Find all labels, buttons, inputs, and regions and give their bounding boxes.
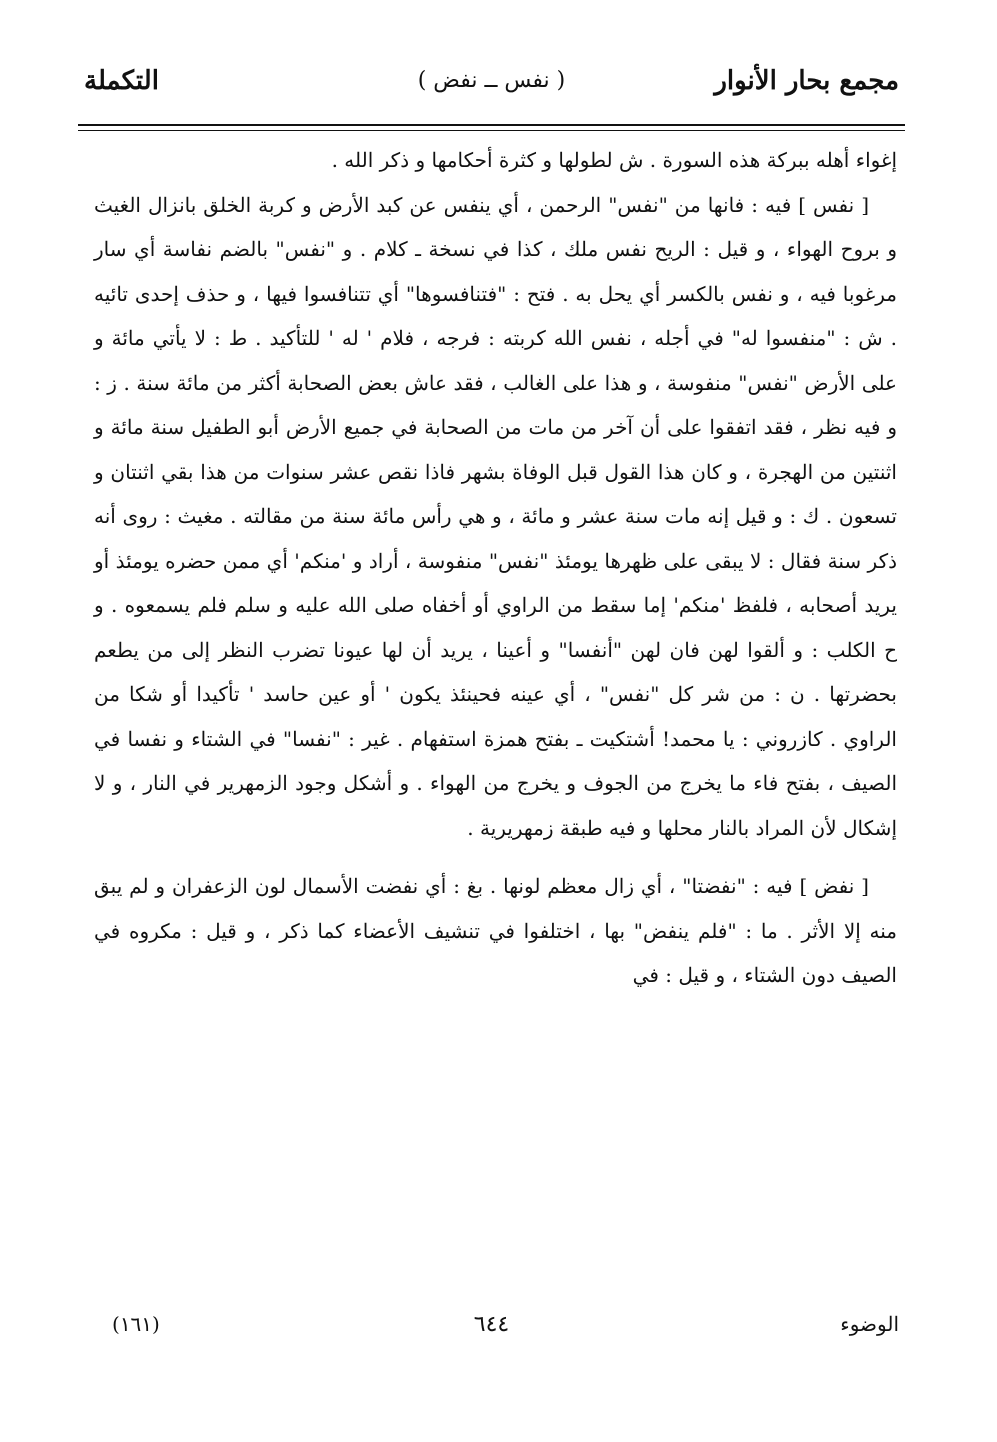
header-rule-thick (78, 124, 905, 126)
header-rule-thin (78, 130, 905, 131)
page-footer (84, 1312, 899, 1352)
entry-nafs: [ نفس ] فيه : فانها من "نفس" الرحمن ، أي ينفس عن كبد الأرض و كربة الخلق بانزال الغيث و بروح الهواء ، و قيل : الريح نفس ملك ، كذا في نسخة ـ كلام . و "نفس" بالضم نفاسة أي سار مرغوبا فيه ، و نفس بالكسر أي يحل به . فتح : "فتنافسوها" أي تتنافسوا فيها ، و حذف إحدى تائيه . ش : "منفسوا له" في أجله ، نفس الله كربته : فرجه ، فلام ' له ' للتأكيد . ط : لا يأتي مائة و على الأرض "نفس" منفوسة ، و هذا على الغالب ، فقد عاش بعض الصحابة أكثر من مائة سنة . ز : و فيه نظر ، فقد اتفقوا على أن آخر من مات من الصحابة في جميع الأرض أبو الطفيل سنة مائة و اثنتين من الهجرة ، و كان هذا القول قبل الوفاة بشهر فاذا نقص عشر سنوات من هذا بقي اثنتان و تسعون . ك : و قيل إنه مات سنة عشر و مائة ، و هي رأس مائة سنة من مقالته . مغيث : روى أنه ذكر سنة فقال : لا يبقى على ظهرها يومئذ "نفس" منفوسة ، أراد و 'منكم' أي ممن حضره يومئذ أو يريد أصحابه ، فلفظ 'منكم' إما سقط من الراوي أو أخفاه صلى الله عليه و سلم فلم يسمعوه . و ح الكلب : و ألقوا لهن فان لهن "أنفسا" و أعينا ، يريد أن لها عيونا تضرب النظر إلى من يطعم بحضرتها . ن : من شر كل "نفس" ، أي عينه فحينئذ يكون ' أو عين حاسد ' تأكيدا أو شكا من الراوي . كازروني : يا محمد! أشتكيت ـ بفتح همزة استفهام . غير : "نفسا" في الشتاء و نفسا في الصيف ، بفتح فاء ما يخرج من الجوف و يخرج من الهواء . و أشكل وجود الزمهرير في النار ، و لا إشكال لأن المراد بالنار محلها و فيه طبقة زمهريرية . (94, 192, 898, 840)
main-text (94, 138, 897, 998)
running-header (84, 62, 899, 120)
footer-signature-number: (١٦١) (112, 1312, 160, 1336)
header-section-title: التكملة (84, 66, 159, 96)
footer-catchword: الوضوء (840, 1312, 899, 1336)
page-number: ٦٤٤ (473, 1312, 510, 1337)
paragraph-continuation: إغواء أهله ببركة هذه السورة . ش لطولها و كثرة أحكامها و ذكر الله . (331, 148, 897, 172)
paragraph-gap (94, 850, 897, 864)
header-entry-range: ( نفس ــ نفض ) (417, 68, 566, 93)
header-book-title: مجمع بحار الأنوار (714, 66, 899, 96)
entry-nafd: [ نفض ] فيه : "نفضتا" ، أي زال معظم لونها . بغ : أي نفضت الأسمال لون الزعفران و لم يبق منه إلا الأثر . ما : "فلم ينفض" بها ، اختلفوا في تنشيف الأعضاء كما ذكر ، و قيل : مكروه في الصيف دون الشتاء ، و قيل : في (94, 874, 897, 987)
